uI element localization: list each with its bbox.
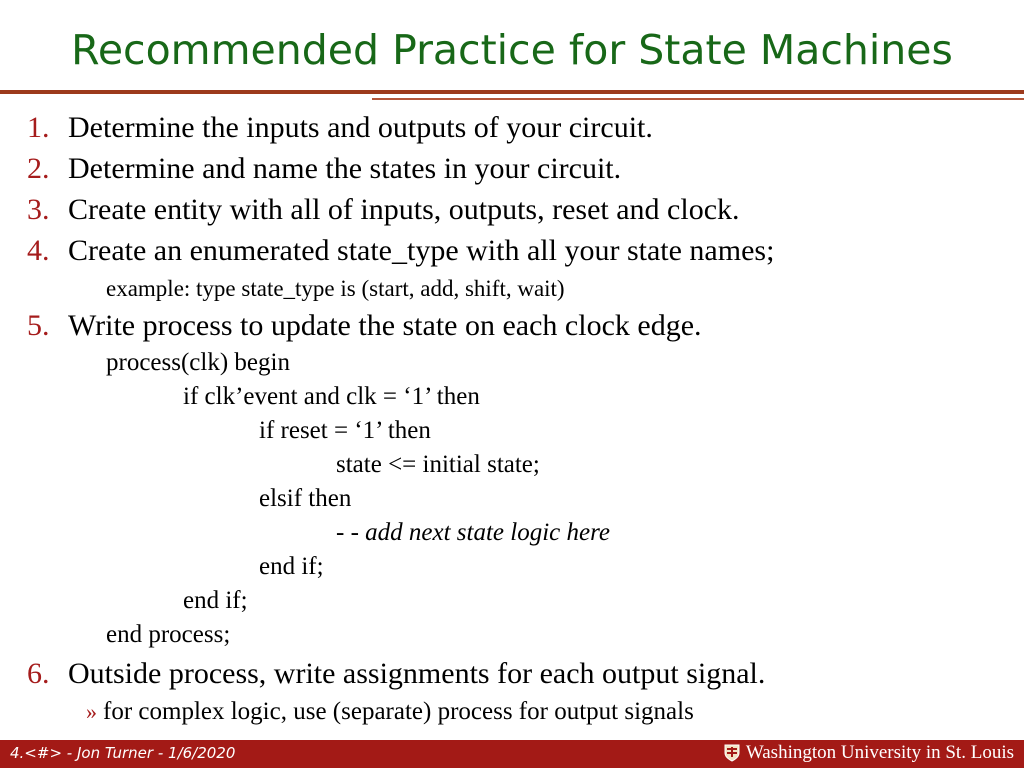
slide-title: Recommended Practice for State Machines (71, 26, 953, 74)
code-line: if clk’event and clk = ‘1’ then (183, 383, 480, 410)
step-text: Determine and name the states in your circuit. (68, 152, 622, 185)
step-text: Determine the inputs and outputs of your circuit. (68, 111, 653, 144)
code-line: elsif then (259, 485, 352, 512)
university-name: Washington University in St. Louis (745, 742, 1014, 763)
step-text: Write process to update the state on each clock edge. (68, 309, 702, 342)
sub-bullet-text: for complex logic, use (separate) process for output signals (103, 698, 694, 725)
comment-text: add next state logic here (365, 519, 610, 546)
step-number: 1. (27, 111, 50, 144)
step-number: 6. (27, 657, 50, 690)
step-text: Create an enumerated state_type with all your state names; (68, 234, 775, 267)
step-number: 5. (27, 309, 50, 342)
code-line (336, 516, 610, 550)
example-line: example: type state_type is (start, add, shift, wait) (106, 276, 565, 301)
code-line: end if; (183, 587, 248, 614)
title-divider-thin (372, 98, 1024, 100)
code-line: if reset = ‘1’ then (259, 417, 431, 444)
code-line: end process; (106, 621, 231, 648)
step-text: Outside process, write assignments for each output signal. (68, 657, 766, 690)
sub-bullet (86, 695, 694, 729)
bullet-marker: » (86, 699, 97, 724)
footer-university (724, 742, 1014, 764)
code-line: process(clk) begin (106, 349, 290, 376)
step-text: Create entity with all of inputs, outputs, reset and clock. (68, 193, 740, 226)
step-number: 3. (27, 193, 50, 226)
step-number: 2. (27, 152, 50, 185)
university-shield-icon (724, 744, 740, 762)
comment-prefix: - - (336, 519, 366, 546)
code-line: end if; (259, 553, 324, 580)
footer-bar (0, 740, 1024, 768)
footer-slide-info: 4.<#> - Jon Turner - 1/6/2020 (10, 744, 236, 762)
code-line: state <= initial state; (336, 451, 540, 478)
title-divider (0, 90, 1024, 94)
step-number: 4. (27, 234, 50, 267)
